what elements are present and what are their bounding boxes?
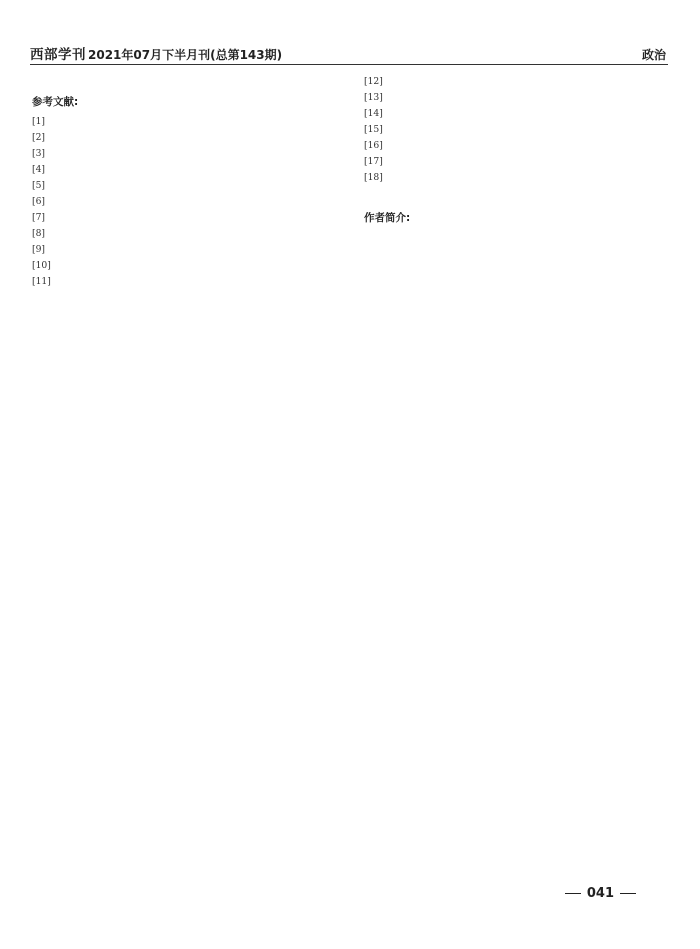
reference-number: [15] — [364, 124, 383, 135]
reference-item — [364, 154, 668, 170]
reference-item — [32, 130, 342, 146]
reference-item — [32, 242, 342, 258]
reference-number: [6] — [32, 196, 46, 207]
reference-number: [17] — [364, 156, 383, 167]
author-bio-title: 作者简介: — [364, 212, 411, 224]
reference-number: [7] — [32, 212, 46, 223]
dash-left — [565, 893, 581, 894]
reference-number: [13] — [364, 92, 383, 103]
reference-item — [32, 258, 342, 274]
reference-number: [4] — [32, 164, 46, 175]
reference-item — [364, 122, 668, 138]
section-label: 政治 — [641, 48, 666, 62]
left-column — [32, 74, 342, 290]
reference-item — [364, 90, 668, 106]
reference-number: [16] — [364, 140, 383, 151]
reference-item — [32, 146, 342, 162]
reference-item — [32, 274, 342, 290]
journal-name: 西部学刊 — [30, 47, 86, 63]
dash-right — [620, 893, 636, 894]
reference-item — [364, 170, 668, 186]
reference-number: [2] — [32, 132, 46, 143]
reference-number: [12] — [364, 76, 383, 87]
reference-number: [1] — [32, 116, 46, 127]
reference-number: [10] — [32, 260, 51, 271]
reference-item — [32, 162, 342, 178]
right-column — [364, 74, 668, 233]
author-line — [364, 210, 668, 227]
reference-item — [364, 106, 668, 122]
reference-item — [364, 74, 668, 90]
reference-number: [9] — [32, 244, 46, 255]
reference-item — [364, 138, 668, 154]
page-header — [30, 42, 668, 65]
reference-number: [11] — [32, 276, 51, 287]
reference-number: [3] — [32, 148, 46, 159]
reference-number: [8] — [32, 228, 46, 239]
reference-item — [32, 114, 342, 130]
page-number — [565, 886, 636, 901]
reference-item — [32, 194, 342, 210]
reference-item — [32, 210, 342, 226]
author-bio — [364, 210, 668, 227]
page-number-text: 041 — [586, 886, 614, 901]
journal-issue: 2021年07月下半月刊(总第143期) — [88, 48, 283, 62]
references-heading: 参考文献: — [32, 96, 79, 108]
journal-info — [30, 46, 282, 64]
reference-number: [14] — [364, 108, 383, 119]
reference-number: [18] — [364, 172, 383, 183]
reference-item — [32, 226, 342, 242]
reference-number: [5] — [32, 180, 46, 191]
reference-item — [32, 178, 342, 194]
